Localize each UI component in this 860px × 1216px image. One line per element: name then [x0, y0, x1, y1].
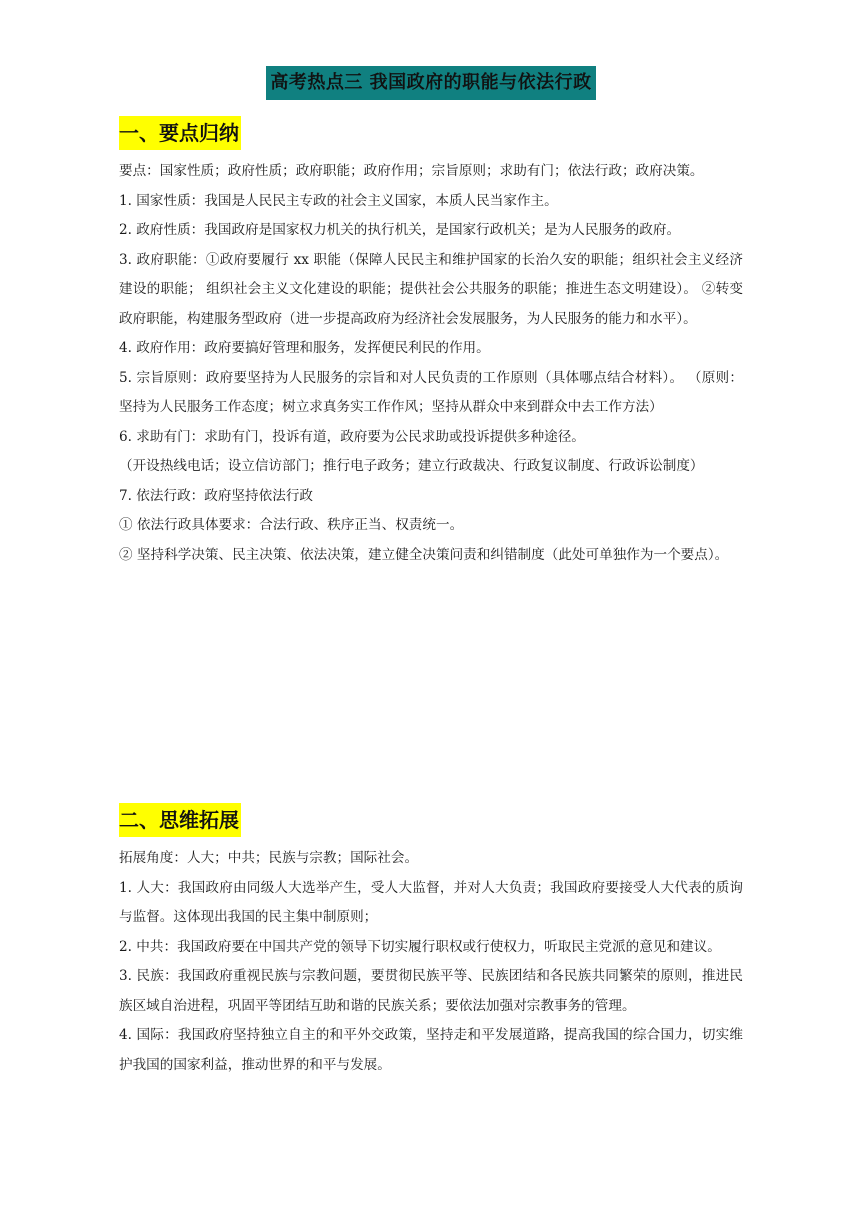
section-summary-body: [119, 157, 743, 570]
extension-item-ethnic: 3. 民族：我国政府重视民族与宗教问题，要贯彻民族平等、民族团结和各民族共同繁荣的原则，推进民族区域自治进程，巩固平等团结互助和谐的民族关系；要依法加强对宗教事务的管理。: [119, 968, 743, 1014]
extension-intro: 拓展角度：人大；中共；民族与宗教；国际社会。: [119, 850, 419, 866]
title-wrap: [119, 66, 743, 100]
summary-item-government-functions: 3. 政府职能：①政府要履行 xx 职能（保障人民民主和维护国家的长治久安的职能；组织社会主义经济建设的职能； 组织社会主义文化建设的职能；提供社会公共服务的职能；推进生态文明建设）。 ②转变政府职能，构建服务型政府（进一步提高政府为经济社会发展服务，为人民服务的能力和水平）。: [119, 251, 743, 327]
extension-item-cpc: 2. 中共：我国政府要在中国共产党的领导下切实履行职权或行使权力，听取民主党派的意见和建议。: [119, 938, 721, 955]
summary-item-law-requirements: ① 依法行政具体要求：合法行政、秩序正当、权责统一。: [119, 517, 464, 533]
summary-item-government-nature: 2. 政府性质：我国政府是国家权力机关的执行机关，是国家行政机关；是为人民服务的政府。: [119, 222, 681, 238]
summary-item-government-role: 4. 政府作用：政府要搞好管理和服务，发挥便民利民的作用。: [119, 340, 490, 356]
summary-item-help-channels: 6. 求助有门：求助有门，投诉有道，政府要为公民求助或投诉提供多种途径。: [119, 428, 585, 445]
summary-item-help-channels-detail: （开设热线电话；设立信访部门；推行电子政务；建立行政裁决、行政复议制度、行政诉讼制度）: [119, 458, 704, 474]
section-extension-body: [119, 844, 743, 1080]
summary-item-national-nature: 1. 国家性质：我国是人民民主专政的社会主义国家，本质人民当家作主。: [119, 192, 558, 209]
summary-item-purpose-principle: 5. 宗旨原则：政府要坚持为人民服务的宗旨和对人民负责的工作原则（具体哪点结合材料）。 （原则：坚持为人民服务工作态度；树立求真务实工作作风；坚持从群众中来到群众中去工作方法）: [119, 369, 743, 415]
summary-item-decision-making: ② 坚持科学决策、民主决策、依法决策，建立健全决策问责和纠错制度（此处可单独作为一个要点）。: [119, 546, 729, 563]
summary-item-law-administration: 7. 依法行政：政府坚持依法行政: [119, 487, 314, 504]
summary-intro: 要点：国家性质；政府性质；政府职能；政府作用；宗旨原则；求助有门；依法行政；政府决策。: [119, 163, 704, 179]
section-heading-extension: 二、思维拓展: [119, 803, 241, 837]
extension-item-npc: 1. 人大：我国政府由同级人大选举产生，受人大监督，并对人大负责；我国政府要接受人大代表的质询与监督。这体现出我国的民主集中制原则；: [119, 879, 743, 925]
page-title: 高考热点三 我国政府的职能与依法行政: [266, 66, 595, 100]
section-heading-summary: 一、要点归纳: [119, 116, 241, 150]
extension-item-international: 4. 国际：我国政府坚持独立自主的和平外交政策，坚持走和平发展道路，提高我国的综合国力，切实维护我国的国家利益，推动世界的和平与发展。: [119, 1027, 743, 1073]
